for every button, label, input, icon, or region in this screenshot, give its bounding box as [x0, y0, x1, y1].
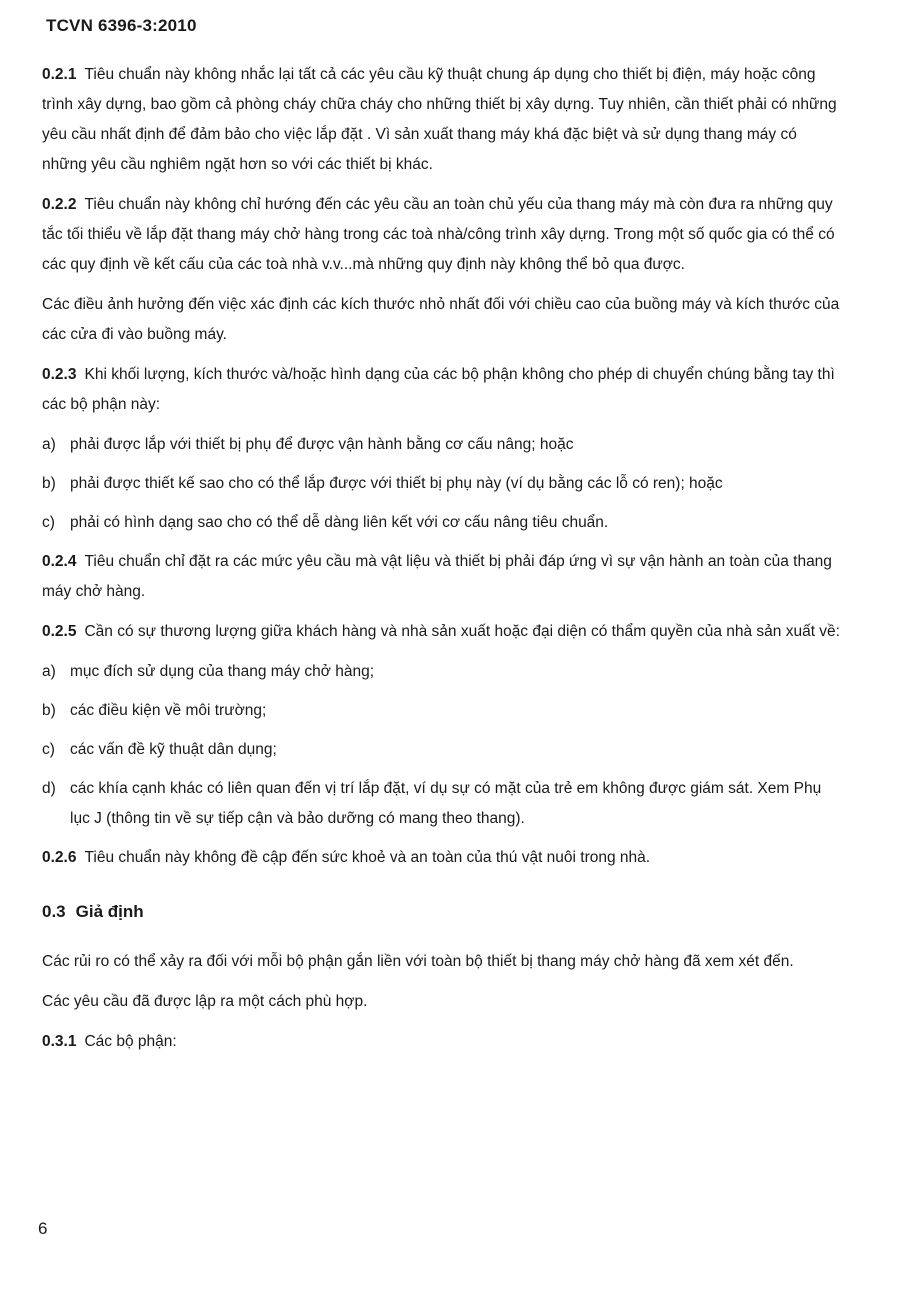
- clause-number: 0.3.1: [42, 1033, 77, 1050]
- paragraph: [42, 290, 842, 350]
- clause-0-2-5: [42, 617, 842, 647]
- list-marker: a): [42, 663, 56, 680]
- list-item: [42, 735, 842, 765]
- list-item: [42, 508, 842, 538]
- list-marker: a): [42, 436, 56, 453]
- clause-number: 0.2.3: [42, 366, 77, 383]
- list-item: [42, 774, 842, 834]
- page-number: 6: [38, 1219, 48, 1238]
- paragraph: [42, 947, 842, 977]
- clause-number: 0.2.6: [42, 849, 77, 866]
- section-title-text: Giả định: [75, 902, 144, 921]
- clause-number: 0.2.4: [42, 553, 77, 570]
- clause-number: 0.2.2: [42, 196, 77, 213]
- list-marker: d): [42, 780, 56, 797]
- list-item-text: phải được lắp với thiết bị phụ để được vận hành bằng cơ cấu nâng; hoặc: [70, 436, 574, 453]
- paragraph-text: Các yêu cầu đã được lập ra một cách phù hợp.: [42, 993, 368, 1010]
- clause-text: Tiêu chuẩn chỉ đặt ra các mức yêu cầu mà vật liệu và thiết bị phải đáp ứng vì sự vận hành an toàn của thang máy chở hàng.: [42, 553, 832, 600]
- clause-text: Tiêu chuẩn này không chỉ hướng đến các yêu cầu an toàn chủ yếu của thang máy mà còn đưa ra những quy tắc tối thiểu về lắp đặt thang máy chở hàng trong các toà nhà/công trình xây dựng. Trong một số quốc gia có thể có các quy định về kết cấu của các toà nhà v.v...mà những quy định này không thể bỏ qua được.: [42, 196, 835, 273]
- list-marker: b): [42, 475, 56, 492]
- clause-0-2-4: [42, 547, 842, 607]
- list-marker: c): [42, 514, 55, 531]
- list-item: [42, 657, 842, 687]
- document-body: [42, 60, 842, 1067]
- list-item-text: các khía cạnh khác có liên quan đến vị trí lắp đặt, ví dụ sự có mặt của trẻ em không được giám sát. Xem Phụ lục J (thông tin về sự tiếp cận và bảo dưỡng có mang theo thang).: [70, 780, 822, 827]
- clause-text: Khi khối lượng, kích thước và/hoặc hình dạng của các bộ phận không cho phép di chuyển chúng bằng tay thì các bộ phận này:: [42, 366, 835, 413]
- paragraph-text: Các rủi ro có thể xảy ra đối với mỗi bộ phận gắn liền với toàn bộ thiết bị thang máy chở hàng đã xem xét đến.: [42, 953, 794, 970]
- section-heading: [42, 897, 842, 927]
- clause-0-2-1: [42, 60, 842, 180]
- paragraph-text: Các điều ảnh hưởng đến việc xác định các kích thước nhỏ nhất đối với chiều cao của buồng máy và kích thước của các cửa đi vào buồng máy.: [42, 296, 840, 343]
- list-item: [42, 696, 842, 726]
- clause-0-2-3: [42, 360, 842, 420]
- clause-text: Tiêu chuẩn này không đề cập đến sức khoẻ và an toàn của thú vật nuôi trong nhà.: [84, 849, 651, 866]
- list-item: [42, 430, 842, 460]
- section-number: 0.3: [42, 902, 66, 921]
- list-item-text: mục đích sử dụng của thang máy chở hàng;: [70, 663, 375, 680]
- list-marker: c): [42, 741, 55, 758]
- clause-0-2-6: [42, 843, 842, 873]
- clause-text: Các bộ phận:: [84, 1033, 177, 1050]
- list-item-text: phải được thiết kế sao cho có thể lắp được với thiết bị phụ này (ví dụ bằng các lỗ có ren); hoặc: [70, 475, 723, 492]
- list-item-text: các điều kiện về môi trường;: [70, 702, 267, 719]
- list-item-text: phải có hình dạng sao cho có thể dễ dàng liên kết với cơ cấu nâng tiêu chuẩn.: [70, 514, 609, 531]
- clause-0-3-1: [42, 1027, 842, 1057]
- list-item-text: các vấn đề kỹ thuật dân dụng;: [70, 741, 277, 758]
- clause-text: Tiêu chuẩn này không nhắc lại tất cả các yêu cầu kỹ thuật chung áp dụng cho thiết bị điện, máy hoặc công trình xây dựng, bao gồm cả phòng cháy chữa cháy cho những thiết bị xây dựng. Tuy nhiên, cần thiết phải có những yêu cầu nhất định để đảm bảo cho việc lắp đặt . Vì sản xuất thang máy khá đặc biệt và sử dụng thang máy có những yêu cầu nghiêm ngặt hơn so với các thiết bị khác.: [42, 66, 837, 173]
- clause-number: 0.2.5: [42, 623, 77, 640]
- clause-number: 0.2.1: [42, 66, 77, 83]
- paragraph: [42, 987, 842, 1017]
- list-marker: b): [42, 702, 56, 719]
- clause-text: Cần có sự thương lượng giữa khách hàng và nhà sản xuất hoặc đại diện có thẩm quyền của nhà sản xuất về:: [84, 623, 840, 640]
- clause-0-2-2: [42, 190, 842, 280]
- document-header: TCVN 6396-3:2010: [46, 16, 197, 35]
- list-item: [42, 469, 842, 499]
